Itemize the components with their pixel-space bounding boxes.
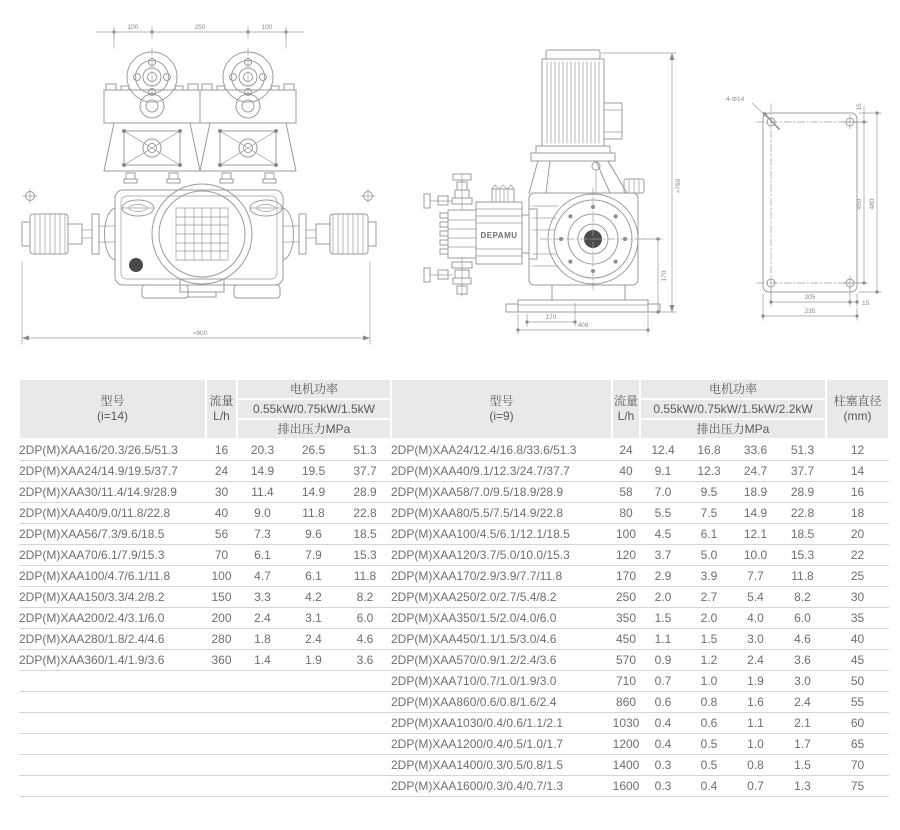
right-pressure-4-cell: 8.2 <box>779 587 826 608</box>
right-pressure-3-cell: 5.4 <box>732 587 779 608</box>
left-pressure-3-cell: 22.8 <box>339 503 391 524</box>
left-model-cell <box>19 776 206 797</box>
table-row <box>19 482 889 503</box>
right-pressure-1-cell: 2.9 <box>640 566 686 587</box>
lantern-bracket <box>529 161 627 193</box>
flow-label: 流量 <box>209 394 234 408</box>
dims-base-plate <box>761 103 881 320</box>
left-pressure-1-cell: 1.4 <box>237 650 288 671</box>
right-pressure-1-cell: 2.0 <box>640 587 686 608</box>
left-pressure-2-cell: 9.6 <box>288 524 339 545</box>
flow-unit-label: L/h <box>617 409 635 423</box>
left-model-cell <box>19 671 206 692</box>
model-label: 型号 <box>489 394 514 408</box>
plunger-diameter-cell: 25 <box>826 566 889 587</box>
right-model-cell: 2DP(M)XAA58/7.0/9.5/18.9/28.9 <box>391 482 612 503</box>
left-pressure-3-cell: 4.6 <box>339 629 391 650</box>
table-row <box>19 629 889 650</box>
right-pressure-3-cell: 1.0 <box>732 734 779 755</box>
left-pressure-2-cell <box>288 692 339 713</box>
right-flow-cell: 450 <box>612 629 640 650</box>
left-pressure-3-cell: 15.3 <box>339 545 391 566</box>
dim-label-hole-span-v: 450 <box>856 198 863 210</box>
model-label: 型号 <box>100 394 125 408</box>
right-model-cell: 2DP(M)XAA250/2.0/2.7/5.4/8.2 <box>391 587 612 608</box>
right-model-cell: 2DP(M)XAA80/5.5/7.5/14.9/22.8 <box>391 503 612 524</box>
right-pressure-3-cell: 0.8 <box>732 755 779 776</box>
right-pressure-1-cell: 0.4 <box>640 713 686 734</box>
right-flow-cell: 1200 <box>612 734 640 755</box>
left-model-cell <box>19 713 206 734</box>
left-pressure-1-cell <box>237 713 288 734</box>
table-row <box>19 439 889 461</box>
left-pressure-1-cell: 1.8 <box>237 629 288 650</box>
left-pressure-1-cell <box>237 734 288 755</box>
header-motor-power-left: 电机功率 <box>237 379 391 399</box>
left-model-cell: 2DP(M)XAA16/20.3/26.5/51.3 <box>19 439 206 461</box>
plunger-diameter-cell: 12 <box>826 439 889 461</box>
right-pressure-2-cell: 0.8 <box>686 692 732 713</box>
left-model-cell: 2DP(M)XAA360/1.4/1.9/3.6 <box>19 650 206 671</box>
left-pressure-3-cell <box>339 776 391 797</box>
left-flow-cell <box>206 776 237 797</box>
right-pressure-1-cell: 0.4 <box>640 734 686 755</box>
right-pressure-3-cell: 0.7 <box>732 776 779 797</box>
right-pressure-2-cell: 6.1 <box>686 524 732 545</box>
right-pressure-4-cell: 11.8 <box>779 566 826 587</box>
plunger-diameter-cell: 45 <box>826 650 889 671</box>
right-pressure-2-cell: 1.5 <box>686 629 732 650</box>
right-pressure-2-cell: 1.2 <box>686 650 732 671</box>
header-discharge-pressure-left: 排出压力MPa <box>237 419 391 439</box>
left-flow-cell <box>206 671 237 692</box>
left-pressure-2-cell: 2.4 <box>288 629 339 650</box>
left-pressure-2-cell: 7.9 <box>288 545 339 566</box>
right-pressure-2-cell: 3.9 <box>686 566 732 587</box>
dim-label-right: 100 <box>261 24 273 31</box>
right-pressure-1-cell: 0.9 <box>640 650 686 671</box>
left-flow-cell <box>206 713 237 734</box>
right-pressure-2-cell: 2.7 <box>686 587 732 608</box>
table-row <box>19 671 889 692</box>
left-model-cell <box>19 692 206 713</box>
left-pressure-1-cell <box>237 692 288 713</box>
dim-label-base: 408 <box>577 322 589 329</box>
right-pressure-1-cell: 12.4 <box>640 439 686 461</box>
left-pressure-2-cell: 3.1 <box>288 608 339 629</box>
left-pressure-3-cell: 6.0 <box>339 608 391 629</box>
left-pressure-1-cell: 9.0 <box>237 503 288 524</box>
header-discharge-pressure-right: 排出压力MPa <box>640 419 826 439</box>
left-flow-cell: 56 <box>206 524 237 545</box>
left-pressure-3-cell <box>339 713 391 734</box>
left-pressure-1-cell <box>237 755 288 776</box>
specification-table <box>18 378 890 797</box>
table-row <box>19 755 889 776</box>
dim-bottom-width <box>22 262 370 344</box>
left-model-cell: 2DP(M)XAA56/7.3/9.6/18.5 <box>19 524 206 545</box>
plunger-diameter-cell: 60 <box>826 713 889 734</box>
header-plunger-diameter <box>826 379 889 439</box>
left-pressure-2-cell <box>288 734 339 755</box>
plunger-diameter-cell: 50 <box>826 671 889 692</box>
plunger-diameter-cell: 22 <box>826 545 889 566</box>
plunger-diameter-cell: 65 <box>826 734 889 755</box>
right-model-cell: 2DP(M)XAA1400/0.3/0.5/0.8/1.5 <box>391 755 612 776</box>
right-flow-cell: 80 <box>612 503 640 524</box>
right-pressure-1-cell: 0.3 <box>640 776 686 797</box>
left-pressure-1-cell: 6.1 <box>237 545 288 566</box>
left-pressure-2-cell <box>288 776 339 797</box>
drawing-side-view <box>400 48 690 338</box>
right-pressure-4-cell: 37.7 <box>779 461 826 482</box>
left-flow-cell <box>206 755 237 776</box>
right-model-cell: 2DP(M)XAA710/0.7/1.0/1.9/3.0 <box>391 671 612 692</box>
left-pressure-2-cell <box>288 755 339 776</box>
right-pressure-4-cell: 3.6 <box>779 650 826 671</box>
pump-drive-unit <box>104 48 200 183</box>
left-model-cell: 2DP(M)XAA70/6.1/7.9/15.3 <box>19 545 206 566</box>
right-pressure-4-cell: 6.0 <box>779 608 826 629</box>
plunger-cap-left <box>22 189 115 260</box>
table-row <box>19 587 889 608</box>
right-model-cell: 2DP(M)XAA570/0.9/1.2/2.4/3.6 <box>391 650 612 671</box>
left-pressure-3-cell <box>339 734 391 755</box>
right-flow-cell: 250 <box>612 587 640 608</box>
right-pressure-3-cell: 18.9 <box>732 482 779 503</box>
right-model-cell: 2DP(M)XAA1030/0.4/0.6/1.1/2.1 <box>391 713 612 734</box>
left-model-cell: 2DP(M)XAA30/11.4/14.9/28.9 <box>19 482 206 503</box>
left-model-cell <box>19 755 206 776</box>
right-flow-cell: 1400 <box>612 755 640 776</box>
right-pressure-1-cell: 1.5 <box>640 608 686 629</box>
right-pressure-3-cell: 4.0 <box>732 608 779 629</box>
right-pressure-3-cell: 12.1 <box>732 524 779 545</box>
plunger-diameter-cell: 18 <box>826 503 889 524</box>
right-pressure-4-cell: 18.5 <box>779 524 826 545</box>
left-flow-cell: 70 <box>206 545 237 566</box>
left-flow-cell: 40 <box>206 503 237 524</box>
table-body <box>19 439 889 797</box>
right-pressure-4-cell: 1.7 <box>779 734 826 755</box>
right-pressure-1-cell: 0.6 <box>640 692 686 713</box>
plunger-diameter-cell: 20 <box>826 524 889 545</box>
dim-label-overall-v: 480 <box>869 198 876 210</box>
right-pressure-1-cell: 7.0 <box>640 482 686 503</box>
left-pressure-1-cell: 11.4 <box>237 482 288 503</box>
header-power-values-right: 0.55kW/0.75kW/1.5kW/2.2kW <box>640 399 826 419</box>
header-flow-left <box>206 379 237 439</box>
plunger-diameter-cell: 35 <box>826 608 889 629</box>
adjustment-knob <box>492 189 514 202</box>
right-pressure-4-cell: 1.3 <box>779 776 826 797</box>
left-flow-cell <box>206 734 237 755</box>
right-pressure-3-cell: 24.7 <box>732 461 779 482</box>
right-flow-cell: 100 <box>612 524 640 545</box>
motor <box>531 50 622 161</box>
right-flow-cell: 710 <box>612 671 640 692</box>
right-pressure-4-cell: 28.9 <box>779 482 826 503</box>
right-model-cell: 2DP(M)XAA1200/0.4/0.5/1.0/1.7 <box>391 734 612 755</box>
header-model-left <box>19 379 206 439</box>
right-pressure-3-cell: 7.7 <box>732 566 779 587</box>
right-flow-cell: 350 <box>612 608 640 629</box>
left-pressure-3-cell: 28.9 <box>339 482 391 503</box>
dim-label-edge-top: 15 <box>856 103 863 111</box>
inspection-grid <box>176 208 228 260</box>
table-row <box>19 608 889 629</box>
right-model-cell: 2DP(M)XAA860/0.6/0.8/1.6/2.4 <box>391 692 612 713</box>
plunger-diameter-cell: 55 <box>826 692 889 713</box>
drain-plug <box>129 258 143 272</box>
flow-label: 流量 <box>613 394 638 408</box>
right-model-cell: 2DP(M)XAA24/12.4/16.8/33.6/51.3 <box>391 439 612 461</box>
left-pressure-1-cell: 14.9 <box>237 461 288 482</box>
right-pressure-1-cell: 1.1 <box>640 629 686 650</box>
right-flow-cell: 860 <box>612 692 640 713</box>
right-pressure-3-cell: 14.9 <box>732 503 779 524</box>
left-model-cell: 2DP(M)XAA150/3.3/4.2/8.2 <box>19 587 206 608</box>
right-pressure-2-cell: 5.0 <box>686 545 732 566</box>
left-pressure-3-cell <box>339 671 391 692</box>
right-flow-cell: 170 <box>612 566 640 587</box>
terminal-box <box>604 103 622 139</box>
table-row <box>19 566 889 587</box>
left-pressure-1-cell <box>237 671 288 692</box>
right-pressure-3-cell: 1.1 <box>732 713 779 734</box>
right-pressure-4-cell: 22.8 <box>779 503 826 524</box>
ratio-label: (i=9) <box>489 409 514 423</box>
flow-unit-label: L/h <box>213 409 230 423</box>
base-pedestal <box>506 285 660 312</box>
right-flow-cell: 120 <box>612 545 640 566</box>
left-model-cell: 2DP(M)XAA280/1.8/2.4/4.6 <box>19 629 206 650</box>
plunger-diameter-cell: 16 <box>826 482 889 503</box>
drawing-base-plate <box>712 80 900 340</box>
right-pressure-2-cell: 16.8 <box>686 439 732 461</box>
header-flow-right <box>612 379 640 439</box>
table-row <box>19 734 889 755</box>
right-pressure-2-cell: 0.4 <box>686 776 732 797</box>
table-row <box>19 461 889 482</box>
left-pressure-2-cell: 14.9 <box>288 482 339 503</box>
dim-label-left: 100 <box>127 24 139 31</box>
pump-head <box>476 185 537 264</box>
table-row <box>19 692 889 713</box>
right-pressure-2-cell: 0.5 <box>686 755 732 776</box>
table-row <box>19 713 889 734</box>
left-flow-cell: 200 <box>206 608 237 629</box>
right-pressure-3-cell: 33.6 <box>732 439 779 461</box>
left-pressure-2-cell <box>288 671 339 692</box>
header-row-1 <box>19 379 889 399</box>
table-row <box>19 650 889 671</box>
header-model-right <box>391 379 612 439</box>
right-pressure-1-cell: 0.7 <box>640 671 686 692</box>
right-pressure-2-cell: 0.5 <box>686 734 732 755</box>
right-pressure-1-cell: 0.3 <box>640 755 686 776</box>
table-row <box>19 545 889 566</box>
header-power-values-left: 0.55kW/0.75kW/1.5kW <box>237 399 391 419</box>
right-flow-cell: 1600 <box>612 776 640 797</box>
left-pressure-3-cell: 3.6 <box>339 650 391 671</box>
plunger-diameter-cell: 75 <box>826 776 889 797</box>
right-pressure-4-cell: 15.3 <box>779 545 826 566</box>
oil-gauge <box>592 162 600 170</box>
plate-outline <box>763 113 857 292</box>
right-pressure-3-cell: 3.0 <box>732 629 779 650</box>
right-model-cell: 2DP(M)XAA170/2.9/3.9/7.7/11.8 <box>391 566 612 587</box>
right-pressure-4-cell: 2.4 <box>779 692 826 713</box>
dim-label-height: ≈760 <box>675 178 682 194</box>
left-flow-cell: 150 <box>206 587 237 608</box>
right-pressure-1-cell: 3.7 <box>640 545 686 566</box>
right-flow-cell: 570 <box>612 650 640 671</box>
left-model-cell: 2DP(M)XAA24/14.9/19.5/37.7 <box>19 461 206 482</box>
right-pressure-4-cell: 3.0 <box>779 671 826 692</box>
right-pressure-3-cell: 1.9 <box>732 671 779 692</box>
right-pressure-4-cell: 2.1 <box>779 713 826 734</box>
right-pressure-4-cell: 4.6 <box>779 629 826 650</box>
right-pressure-4-cell: 51.3 <box>779 439 826 461</box>
pump-body <box>115 184 283 298</box>
left-flow-cell: 100 <box>206 566 237 587</box>
plunger-diameter-cell: 14 <box>826 461 889 482</box>
left-flow-cell: 280 <box>206 629 237 650</box>
ratio-label: (i=14) <box>96 409 128 423</box>
hole-label: 4-Φ14 <box>726 96 745 103</box>
left-pressure-1-cell: 4.7 <box>237 566 288 587</box>
left-pressure-3-cell: 37.7 <box>339 461 391 482</box>
left-pressure-3-cell <box>339 755 391 776</box>
plunger-diameter-cell: 70 <box>826 755 889 776</box>
right-pressure-2-cell: 1.0 <box>686 671 732 692</box>
left-pressure-3-cell: 18.5 <box>339 524 391 545</box>
left-flow-cell: 360 <box>206 650 237 671</box>
left-model-cell: 2DP(M)XAA40/9.0/11.8/22.8 <box>19 503 206 524</box>
dim-label-overall-width: ≈900 <box>192 330 208 337</box>
gearbox <box>529 162 648 291</box>
plunger-diameter-cell: 40 <box>826 629 889 650</box>
left-flow-cell <box>206 692 237 713</box>
plunger-cap-right <box>283 189 376 260</box>
left-pressure-3-cell: 51.3 <box>339 439 391 461</box>
brand-label: DEPAMU <box>480 231 518 240</box>
dim-label-foot: 170 <box>545 314 557 321</box>
left-pressure-3-cell <box>339 692 391 713</box>
valve-assembly <box>424 174 476 296</box>
left-pressure-3-cell: 11.8 <box>339 566 391 587</box>
left-pressure-2-cell <box>288 713 339 734</box>
right-model-cell: 2DP(M)XAA40/9.1/12.3/24.7/37.7 <box>391 461 612 482</box>
drawing-front-view <box>18 18 390 353</box>
left-pressure-2-cell: 11.8 <box>288 503 339 524</box>
right-pressure-2-cell: 2.0 <box>686 608 732 629</box>
left-pressure-2-cell: 19.5 <box>288 461 339 482</box>
plunger-label: 柱塞直径 <box>833 394 882 408</box>
left-pressure-2-cell: 26.5 <box>288 439 339 461</box>
table-row <box>19 776 889 797</box>
right-pressure-4-cell: 1.5 <box>779 755 826 776</box>
left-model-cell <box>19 734 206 755</box>
left-flow-cell: 24 <box>206 461 237 482</box>
dim-label-center: 250 <box>194 24 206 31</box>
right-pressure-1-cell: 4.5 <box>640 524 686 545</box>
right-pressure-3-cell: 10.0 <box>732 545 779 566</box>
right-model-cell: 2DP(M)XAA100/4.5/6.1/12.1/18.5 <box>391 524 612 545</box>
left-pressure-1-cell: 3.3 <box>237 587 288 608</box>
left-pressure-1-cell: 2.4 <box>237 608 288 629</box>
header-motor-power-right: 电机功率 <box>640 379 826 399</box>
right-flow-cell: 58 <box>612 482 640 503</box>
left-pressure-2-cell: 4.2 <box>288 587 339 608</box>
left-model-cell: 2DP(M)XAA100/4.7/6.1/11.8 <box>19 566 206 587</box>
right-pressure-2-cell: 12.3 <box>686 461 732 482</box>
plunger-unit-label: (mm) <box>843 409 872 423</box>
right-model-cell: 2DP(M)XAA450/1.1/1.5/3.0/4.6 <box>391 629 612 650</box>
left-pressure-2-cell: 1.9 <box>288 650 339 671</box>
right-pressure-2-cell: 7.5 <box>686 503 732 524</box>
right-flow-cell: 40 <box>612 461 640 482</box>
right-pressure-2-cell: 0.6 <box>686 713 732 734</box>
dim-label-overall-h: 235 <box>804 308 816 315</box>
dim-label-hole-span-h: 205 <box>804 294 816 301</box>
right-pressure-1-cell: 5.5 <box>640 503 686 524</box>
dim-label-hub: 170 <box>661 270 668 282</box>
right-flow-cell: 1030 <box>612 713 640 734</box>
right-pressure-3-cell: 2.4 <box>732 650 779 671</box>
right-pressure-3-cell: 1.6 <box>732 692 779 713</box>
left-flow-cell: 30 <box>206 482 237 503</box>
plunger-diameter-cell: 30 <box>826 587 889 608</box>
foot-right <box>234 285 280 298</box>
table-row <box>19 503 889 524</box>
left-model-cell: 2DP(M)XAA200/2.4/3.1/6.0 <box>19 608 206 629</box>
pump-drive-unit-2 <box>200 48 296 183</box>
right-model-cell: 2DP(M)XAA1600/0.3/0.4/0.7/1.3 <box>391 776 612 797</box>
dim-label-edge-right: 15 <box>862 300 870 307</box>
left-pressure-1-cell: 20.3 <box>237 439 288 461</box>
right-flow-cell: 24 <box>612 439 640 461</box>
right-pressure-1-cell: 9.1 <box>640 461 686 482</box>
left-pressure-1-cell: 7.3 <box>237 524 288 545</box>
right-model-cell: 2DP(M)XAA120/3.7/5.0/10.0/15.3 <box>391 545 612 566</box>
left-flow-cell: 16 <box>206 439 237 461</box>
dim-top-width <box>96 24 304 48</box>
right-model-cell: 2DP(M)XAA350/1.5/2.0/4.0/6.0 <box>391 608 612 629</box>
left-pressure-2-cell: 6.1 <box>288 566 339 587</box>
left-pressure-1-cell <box>237 776 288 797</box>
table-row <box>19 524 889 545</box>
right-pressure-2-cell: 9.5 <box>686 482 732 503</box>
left-pressure-3-cell: 8.2 <box>339 587 391 608</box>
